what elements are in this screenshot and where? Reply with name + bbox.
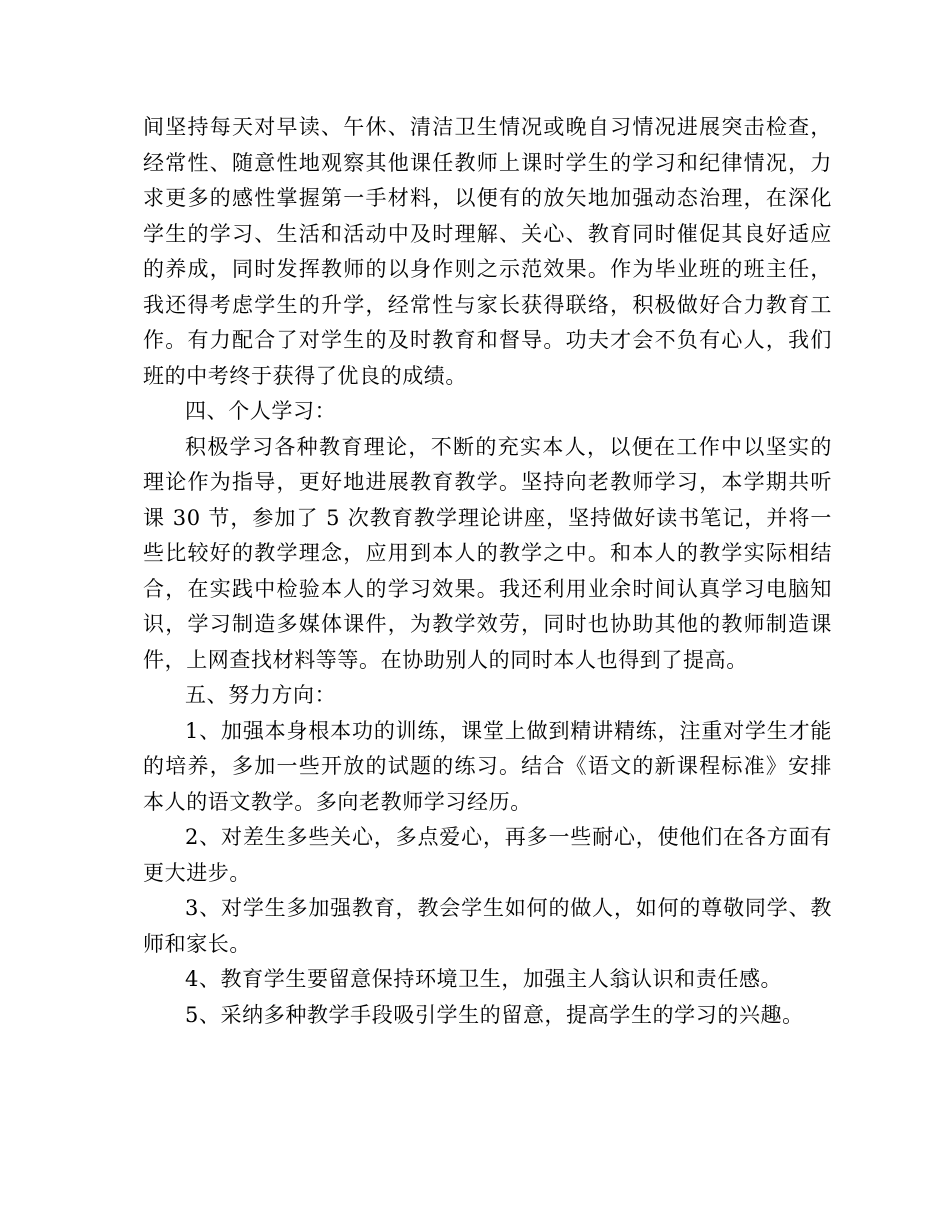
list-item-direction-4: 4、教育学生要留意保持环境卫生，加强主人翁认识和责任感。 (185, 967, 783, 991)
section-heading-directions: 五、努力方向： (185, 683, 337, 707)
list-item-direction-1: 1、加强本身根本功的训练，课堂上做到精讲精练，注重对学生才能的培养，多加一些开放的试题的练习。结合《语文的新课程标准》安排本人的语文教学。多向老教师学习经历。 (143, 718, 832, 814)
paragraph-continuation: 间坚持每天对早读、午休、清洁卫生情况或晚自习情况进展突击检查，经常性、随意性地观察其他课任教师上课时学生的学习和纪律情况，力求更多的感性掌握第一手材料，以便有的放矢地加强动态治理，在深化学生的学习、生活和活动中及时理解、关心、教育同时催促其良好适应的养成，同时发挥教师的以身作则之示范效果。作为毕业班的班主任，我还得考虑学生的升学，经常性与家长获得联络，积极做好合力教育工作。有力配合了对学生的及时教育和督导。功夫才会不负有心人，我们班的中考终于获得了优良的成绩。 (143, 115, 832, 388)
list-item-direction-3: 3、对学生多加强教育，教会学生如何的做人，如何的尊敬同学、教师和家长。 (143, 896, 832, 956)
section-heading-personal-study: 四、个人学习： (185, 399, 337, 423)
list-item-direction-5: 5、采纳多种教学手段吸引学生的留意，提高学生的学习的兴趣。 (185, 1002, 804, 1027)
list-item-direction-2: 2、对差生多些关心，多点爱心，再多一些耐心，使他们在各方面有更大进步。 (143, 825, 832, 885)
paragraph-personal-study: 积极学习各种教育理论，不断的充实本人，以便在工作中以坚实的理论作为指导，更好地进展教育教学。坚持向老教师学习，本学期共听课 30 节，参加了 5 次教育教学理论讲座，坚持做好读书笔记，并将一些比较好的教学理念，应用到本人的教学之中。和本人的教学实际相结合，在实践中检验本人的学习效果。我还利用业余时间认真学习电脑知识，学习制造多媒体课件，为教学效劳，同时也协助其他的教师制造课件，上网查找材料等等。在协助别人的同时本人也得到了提高。 (143, 434, 832, 672)
